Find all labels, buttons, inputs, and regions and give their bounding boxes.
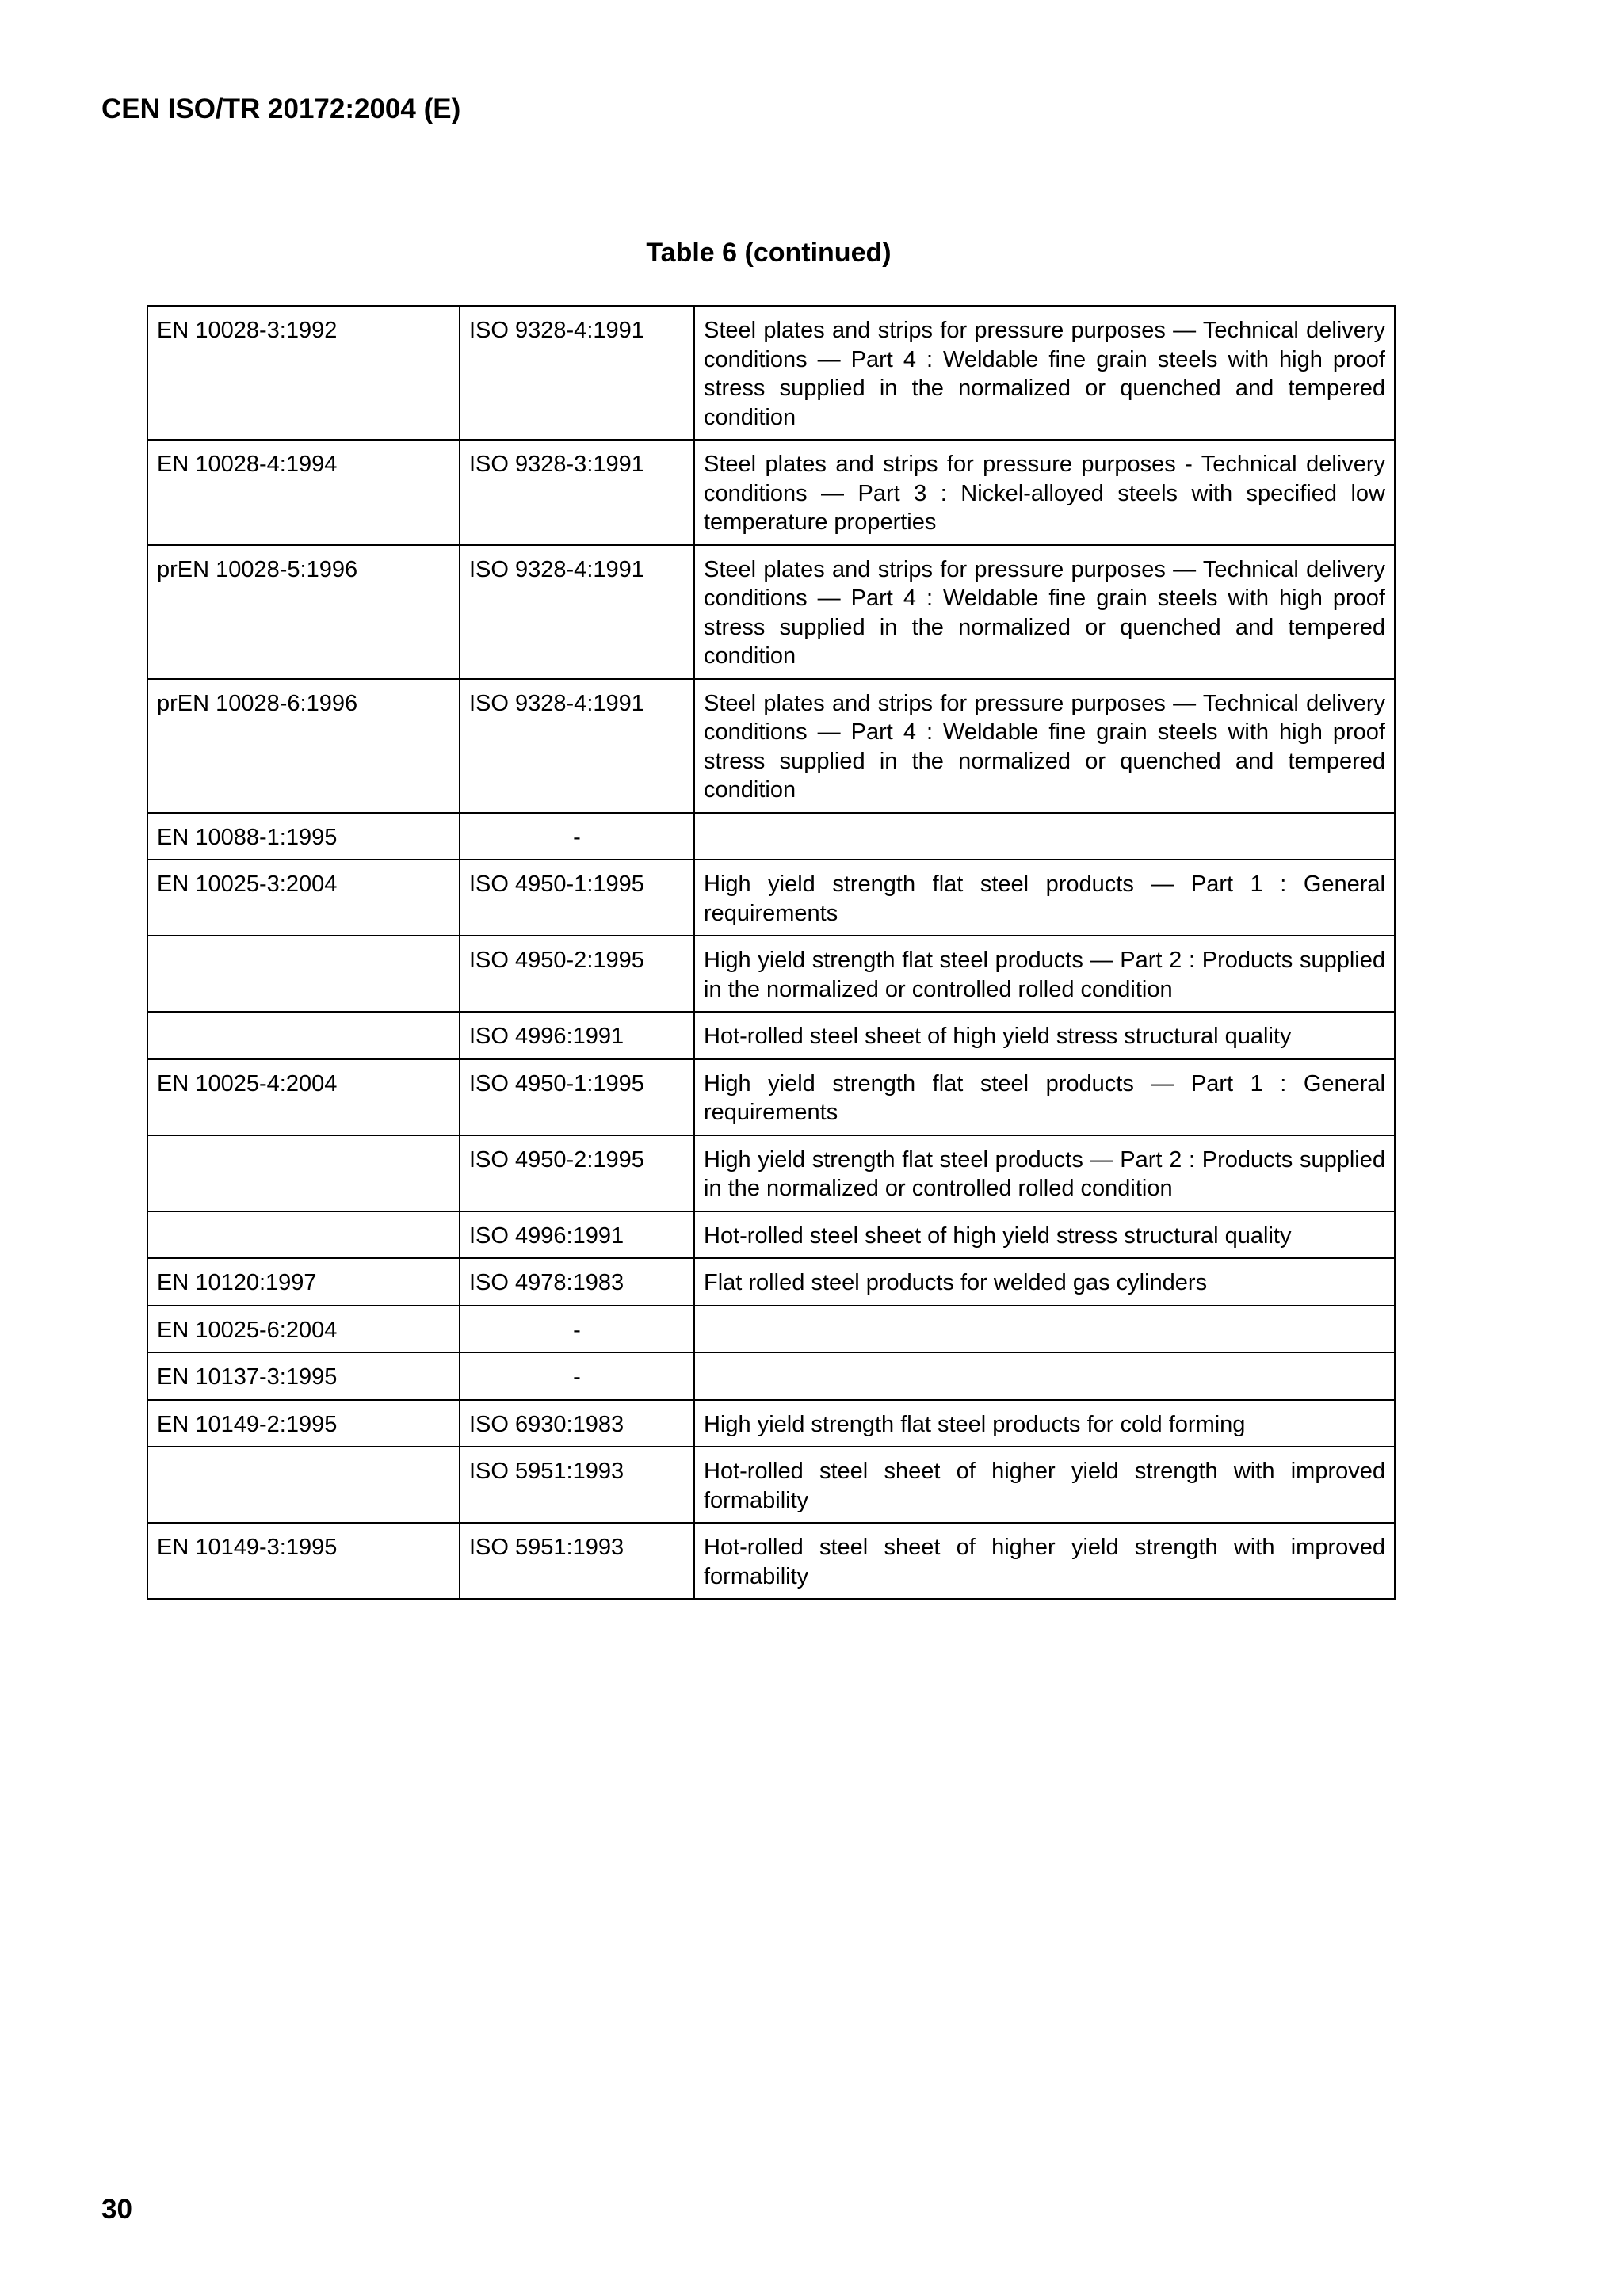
en-standard-cell: EN 10028-4:1994 bbox=[147, 440, 460, 545]
title-cell bbox=[694, 1306, 1395, 1353]
iso-standard-cell: ISO 4996:1991 bbox=[460, 1012, 694, 1059]
iso-standard-cell: - bbox=[460, 1352, 694, 1400]
iso-standard-cell: - bbox=[460, 813, 694, 860]
table-row bbox=[147, 1306, 1395, 1353]
iso-standard-cell: ISO 9328-4:1991 bbox=[460, 545, 694, 679]
en-standard-cell: EN 10025-3:2004 bbox=[147, 860, 460, 936]
iso-standard-cell: ISO 6930:1983 bbox=[460, 1400, 694, 1447]
table-row bbox=[147, 1135, 1395, 1211]
table-caption: Table 6 (continued) bbox=[646, 238, 892, 268]
table-row bbox=[147, 1400, 1395, 1447]
iso-standard-cell: ISO 4950-2:1995 bbox=[460, 1135, 694, 1211]
title-cell: High yield strength flat steel products — Part 1 : General requirements bbox=[694, 1059, 1395, 1135]
title-cell bbox=[694, 813, 1395, 860]
en-standard-cell: EN 10028-3:1992 bbox=[147, 306, 460, 440]
title-cell: Steel plates and strips for pressure purposes — Technical delivery conditions — Part 4 : Weldable fine grain steels with high proof stress supplied in the normalized or quenched and tempered condition bbox=[694, 306, 1395, 440]
document-header: CEN ISO/TR 20172:2004 (E) bbox=[101, 93, 461, 124]
iso-standard-cell: ISO 4950-1:1995 bbox=[460, 860, 694, 936]
title-cell: High yield strength flat steel products — Part 2 : Products supplied in the normalized or controlled rolled condition bbox=[694, 1135, 1395, 1211]
en-standard-cell bbox=[147, 1135, 460, 1211]
en-standard-cell: prEN 10028-5:1996 bbox=[147, 545, 460, 679]
iso-standard-cell: ISO 5951:1993 bbox=[460, 1447, 694, 1523]
en-standard-cell: EN 10137-3:1995 bbox=[147, 1352, 460, 1400]
table-row bbox=[147, 860, 1395, 936]
table-row bbox=[147, 1012, 1395, 1059]
en-standard-cell: EN 10120:1997 bbox=[147, 1258, 460, 1306]
table-row bbox=[147, 813, 1395, 860]
title-cell: Steel plates and strips for pressure purposes - Technical delivery conditions — Part 3 : Nickel-alloyed steels with specified low temperature properties bbox=[694, 440, 1395, 545]
en-standard-cell: EN 10025-6:2004 bbox=[147, 1306, 460, 1353]
standards-table bbox=[147, 305, 1396, 1600]
title-cell: High yield strength flat steel products — Part 2 : Products supplied in the normalized or controlled rolled condition bbox=[694, 936, 1395, 1012]
title-cell: Hot-rolled steel sheet of high yield stress structural quality bbox=[694, 1211, 1395, 1259]
en-standard-cell: EN 10088-1:1995 bbox=[147, 813, 460, 860]
table-row bbox=[147, 1523, 1395, 1599]
iso-standard-cell: ISO 4996:1991 bbox=[460, 1211, 694, 1259]
en-standard-cell bbox=[147, 936, 460, 1012]
table-row bbox=[147, 306, 1395, 440]
en-standard-cell bbox=[147, 1211, 460, 1259]
title-cell: Flat rolled steel products for welded gas cylinders bbox=[694, 1258, 1395, 1306]
iso-standard-cell: ISO 5951:1993 bbox=[460, 1523, 694, 1599]
iso-standard-cell: - bbox=[460, 1306, 694, 1353]
title-cell: Hot-rolled steel sheet of higher yield strength with improved formability bbox=[694, 1447, 1395, 1523]
title-cell: Hot-rolled steel sheet of high yield stress structural quality bbox=[694, 1012, 1395, 1059]
en-standard-cell bbox=[147, 1012, 460, 1059]
title-cell: High yield strength flat steel products — Part 1 : General requirements bbox=[694, 860, 1395, 936]
iso-standard-cell: ISO 4950-1:1995 bbox=[460, 1059, 694, 1135]
table-row bbox=[147, 679, 1395, 813]
iso-standard-cell: ISO 4950-2:1995 bbox=[460, 936, 694, 1012]
page-number: 30 bbox=[101, 2194, 132, 2225]
en-standard-cell: EN 10025-4:2004 bbox=[147, 1059, 460, 1135]
iso-standard-cell: ISO 9328-4:1991 bbox=[460, 679, 694, 813]
title-cell: High yield strength flat steel products for cold forming bbox=[694, 1400, 1395, 1447]
iso-standard-cell: ISO 9328-3:1991 bbox=[460, 440, 694, 545]
table-row bbox=[147, 1447, 1395, 1523]
en-standard-cell: EN 10149-2:1995 bbox=[147, 1400, 460, 1447]
en-standard-cell: prEN 10028-6:1996 bbox=[147, 679, 460, 813]
table-row bbox=[147, 1258, 1395, 1306]
title-cell: Steel plates and strips for pressure purposes — Technical delivery conditions — Part 4 : Weldable fine grain steels with high proof stress supplied in the normalized or quenched and tempered condition bbox=[694, 545, 1395, 679]
table-row bbox=[147, 936, 1395, 1012]
en-standard-cell bbox=[147, 1447, 460, 1523]
table-row bbox=[147, 1059, 1395, 1135]
title-cell: Hot-rolled steel sheet of higher yield strength with improved formability bbox=[694, 1523, 1395, 1599]
table-row bbox=[147, 545, 1395, 679]
iso-standard-cell: ISO 9328-4:1991 bbox=[460, 306, 694, 440]
title-cell: Steel plates and strips for pressure purposes — Technical delivery conditions — Part 4 : Weldable fine grain steels with high proof stress supplied in the normalized or quenched and tempered condition bbox=[694, 679, 1395, 813]
iso-standard-cell: ISO 4978:1983 bbox=[460, 1258, 694, 1306]
title-cell bbox=[694, 1352, 1395, 1400]
table-row bbox=[147, 440, 1395, 545]
table-row bbox=[147, 1352, 1395, 1400]
en-standard-cell: EN 10149-3:1995 bbox=[147, 1523, 460, 1599]
table-row bbox=[147, 1211, 1395, 1259]
